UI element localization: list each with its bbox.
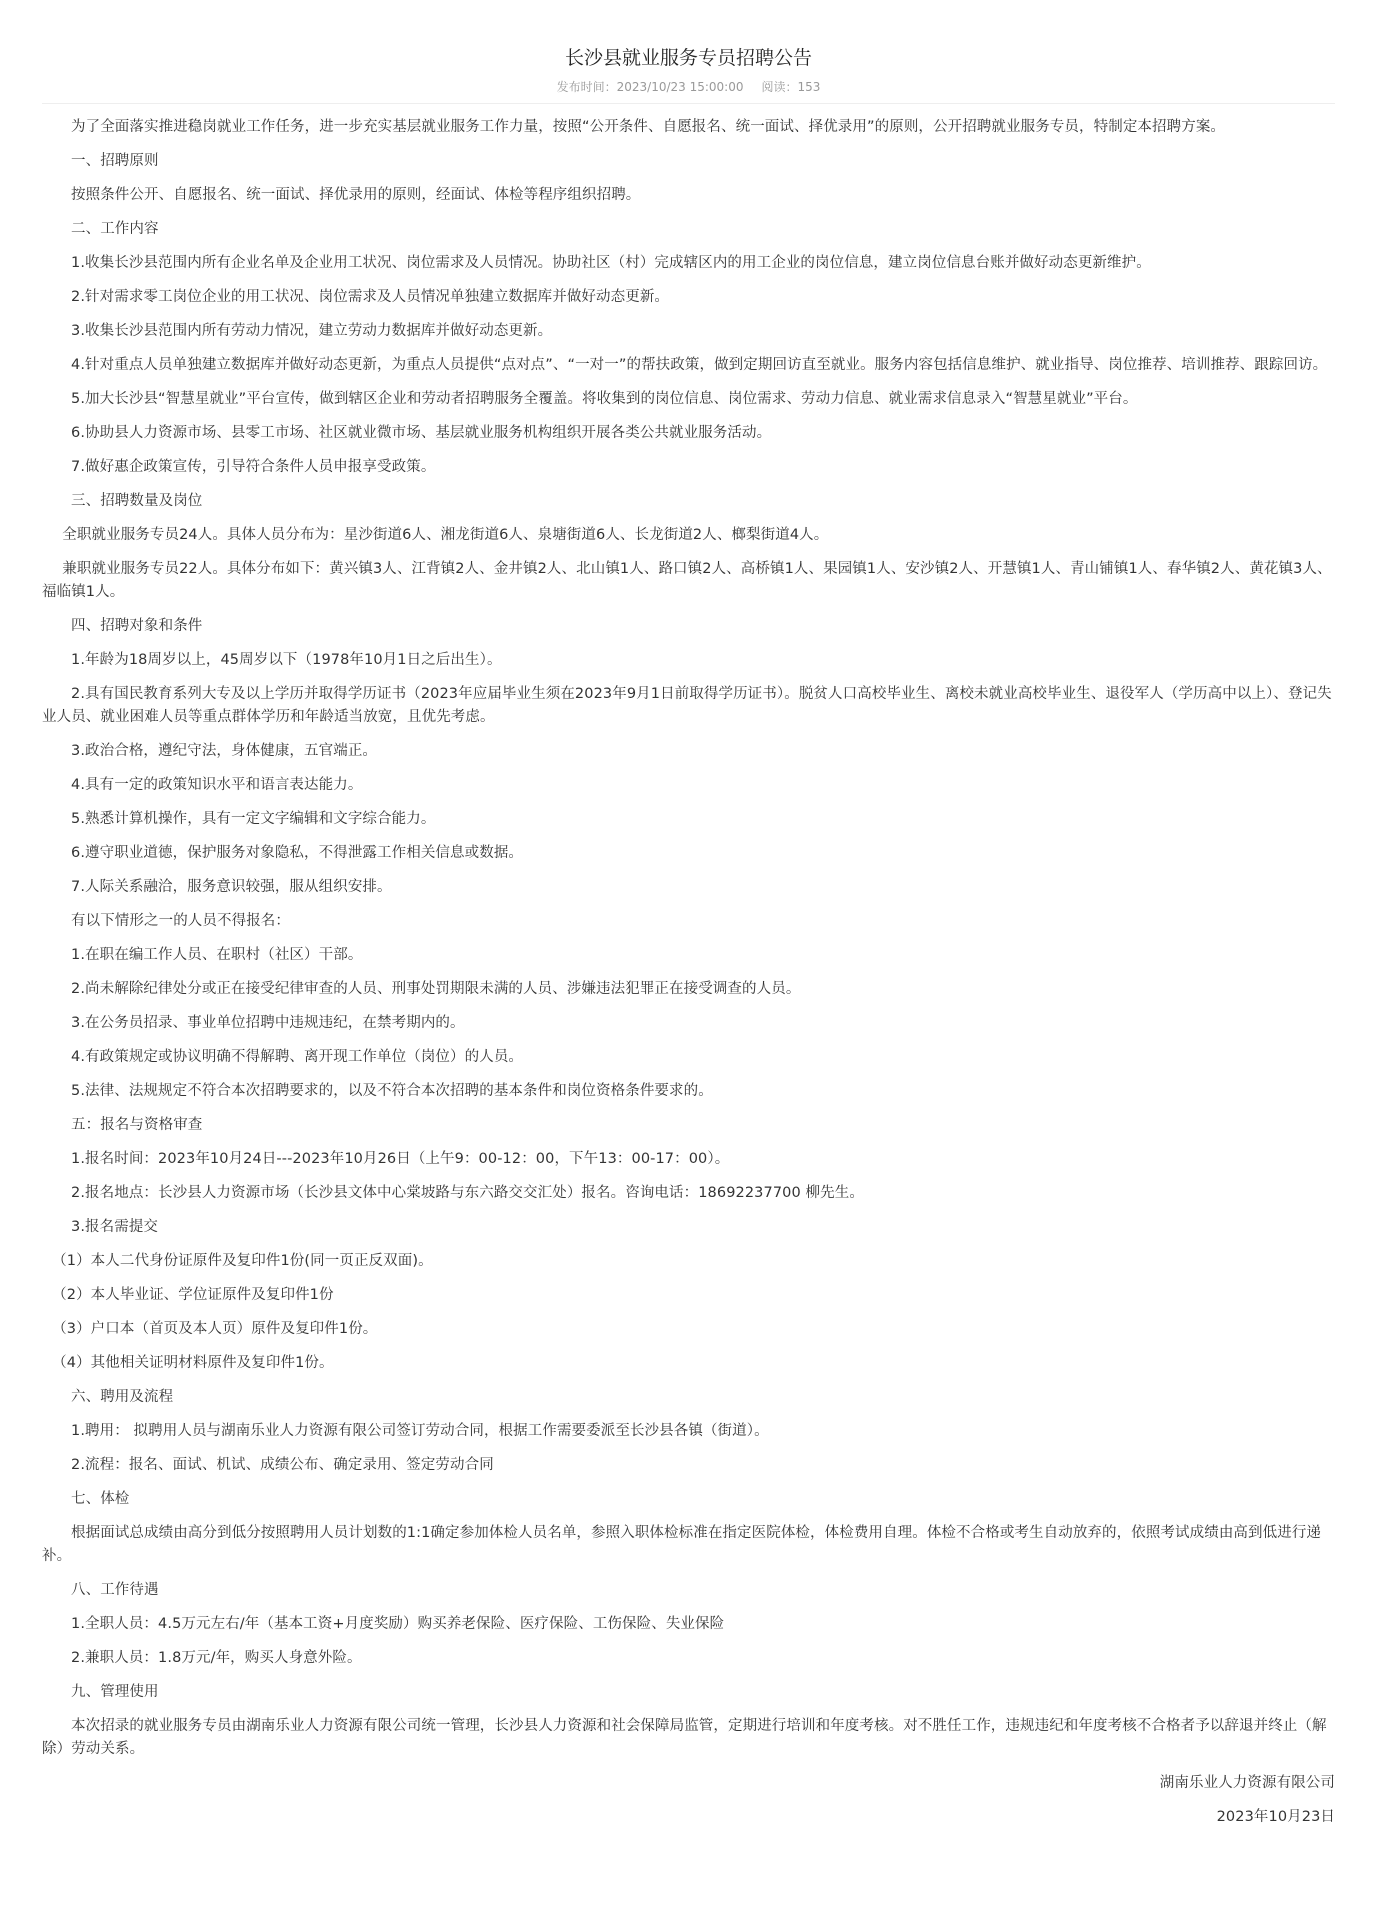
paragraph: 1.收集长沙县范围内所有企业名单及企业用工状况、岗位需求及人员情况。协助社区（村）完成辖区内的用工企业的岗位信息，建立岗位信息台账并做好动态更新维护。 xyxy=(71,255,1151,271)
paragraph: 5.加大长沙县“智慧星就业”平台宣传，做到辖区企业和劳动者招聘服务全覆盖。将收集到的岗位信息、岗位需求、劳动力信息、就业需求信息录入“智慧星就业”平台。 xyxy=(71,391,1138,407)
signature-date: 2023年10月23日 xyxy=(1216,1809,1335,1825)
view-count: 阅读：153 xyxy=(761,80,821,94)
paragraph: 2.尚未解除纪律处分或正在接受纪律审查的人员、刑事处罚期限未满的人员、涉嫌违法犯罪正在接受调查的人员。 xyxy=(71,981,801,997)
paragraph: 6.协助县人力资源市场、县零工市场、社区就业微市场、基层就业服务机构组织开展各类公共就业服务活动。 xyxy=(71,425,772,441)
section-heading: 三、招聘数量及岗位 xyxy=(71,493,203,509)
publish-time: 发布时间：2023/10/23 15:00:00 xyxy=(556,80,744,94)
section-heading: 七、体检 xyxy=(71,1491,130,1507)
section-heading: 九、管理使用 xyxy=(71,1684,159,1700)
paragraph: 3.政治合格，遵纪守法，身体健康，五官端正。 xyxy=(71,743,378,759)
paragraph: 1.全职人员：4.5万元左右/年（基本工资+月度奖励）购买养老保险、医疗保险、工伤保险、失业保险 xyxy=(71,1616,725,1632)
paragraph: 全职就业服务专员24人。具体人员分布为：星沙街道6人、湘龙街道6人、泉塘街道6人、长龙街道2人、榔梨街道4人。 xyxy=(62,527,829,543)
section-heading: 六、聘用及流程 xyxy=(71,1389,174,1405)
paragraph: 4.有政策规定或协议明确不得解聘、离开现工作单位（岗位）的人员。 xyxy=(71,1049,524,1065)
paragraph: 2.针对需求零工岗位企业的用工状况、岗位需求及人员情况单独建立数据库并做好动态更新。 xyxy=(71,289,670,305)
section-heading: 八、工作待遇 xyxy=(71,1582,159,1598)
paragraph: 3.报名需提交 xyxy=(71,1219,159,1235)
paragraph: 1.报名时间：2023年10月24日---2023年10月26日（上午9：00-12：00，下午13：00-17：00）。 xyxy=(71,1151,730,1167)
signature-company: 湖南乐业人力资源有限公司 xyxy=(1159,1775,1335,1791)
paragraph: 2.流程：报名、面试、机试、成绩公布、确定录用、签定劳动合同 xyxy=(71,1457,494,1473)
paragraph: 4.针对重点人员单独建立数据库并做好动态更新，为重点人员提供“点对点”、“一对一”的帮扶政策，做到定期回访直至就业。服务内容包括信息维护、就业指导、岗位推荐、培训推荐、跟踪回访。 xyxy=(71,357,1328,373)
list-item: （2）本人毕业证、学位证原件及复印件1份 xyxy=(52,1287,334,1303)
paragraph: 按照条件公开、自愿报名、统一面试、择优录用的原则，经面试、体检等程序组织招聘。 xyxy=(71,187,641,203)
section-heading: 四、招聘对象和条件 xyxy=(71,618,203,634)
section-heading: 二、工作内容 xyxy=(71,221,159,237)
article-meta xyxy=(42,79,1335,95)
paragraph: 2.具有国民教育系列大专及以上学历并取得学历证书（2023年应届毕业生须在2023年9月1日前取得学历证书）。脱贫人口高校毕业生、离校未就业高校毕业生、退役军人（学历高中以上）、登记失业人员、就业困难人员等重点群体学历和年龄适当放宽，且优先考虑。 xyxy=(42,686,1332,725)
section-heading: 五：报名与资格审查 xyxy=(71,1117,203,1133)
paragraph: 3.在公务员招录、事业单位招聘中违规违纪，在禁考期内的。 xyxy=(71,1015,465,1031)
paragraph: 5.法律、法规规定不符合本次招聘要求的，以及不符合本次招聘的基本条件和岗位资格条件要求的。 xyxy=(71,1083,713,1099)
paragraph: 有以下情形之一的人员不得报名： xyxy=(71,913,290,929)
paragraph: 1.聘用： 拟聘用人员与湖南乐业人力资源有限公司签订劳动合同，根据工作需要委派至长沙县各镇（街道）。 xyxy=(71,1423,769,1439)
paragraph: 兼职就业服务专员22人。具体分布如下：黄兴镇3人、江背镇2人、金井镇2人、北山镇1人、路口镇2人、高桥镇1人、果园镇1人、安沙镇2人、开慧镇1人、青山铺镇1人、春华镇2人、黄花镇3人、福临镇1人。 xyxy=(42,561,1332,600)
paragraph: 7.做好惠企政策宣传，引导符合条件人员申报享受政策。 xyxy=(71,459,436,475)
paragraph: 2.兼职人员：1.8万元/年，购买人身意外险。 xyxy=(71,1650,362,1666)
section-heading: 一、招聘原则 xyxy=(71,153,159,169)
list-item: （1）本人二代身份证原件及复印件1份(同一页正反双面)。 xyxy=(52,1253,433,1269)
paragraph: 根据面试总成绩由高分到低分按照聘用人员计划数的1:1确定参加体检人员名单，参照入职体检标准在指定医院体检，体检费用自理。体检不合格或考生自动放弃的，依照考试成绩由高到低进行递补。 xyxy=(42,1525,1322,1564)
paragraph: 1.在职在编工作人员、在职村（社区）干部。 xyxy=(71,947,363,963)
paragraph: 4.具有一定的政策知识水平和语言表达能力。 xyxy=(71,777,363,793)
page-title: 长沙县就业服务专员招聘公告 xyxy=(564,47,812,69)
paragraph: 7.人际关系融洽，服务意识较强，服从组织安排。 xyxy=(71,879,392,895)
paragraph: 5.熟悉计算机操作，具有一定文字编辑和文字综合能力。 xyxy=(71,811,436,827)
paragraph: 6.遵守职业道德，保护服务对象隐私，不得泄露工作相关信息或数据。 xyxy=(71,845,524,861)
list-item: （4）其他相关证明材料原件及复印件1份。 xyxy=(52,1355,334,1371)
list-item: （3）户口本（首页及本人页）原件及复印件1份。 xyxy=(52,1321,378,1337)
title-divider xyxy=(42,103,1335,104)
article-body xyxy=(42,116,1335,1829)
intro-paragraph: 为了全面落实推进稳岗就业工作任务，进一步充实基层就业服务工作力量，按照“公开条件、自愿报名、统一面试、择优录用”的原则，公开招聘就业服务专员，特制定本招聘方案。 xyxy=(71,119,1226,135)
paragraph: 3.收集长沙县范围内所有劳动力情况，建立劳动力数据库并做好动态更新。 xyxy=(71,323,553,339)
paragraph: 本次招录的就业服务专员由湖南乐业人力资源有限公司统一管理，长沙县人力资源和社会保障局监管，定期进行培训和年度考核。对不胜任工作，违规违纪和年度考核不合格者予以辞退并终止（解除）劳动关系。 xyxy=(42,1718,1327,1757)
paragraph: 1.年龄为18周岁以上，45周岁以下（1978年10月1日之后出生）。 xyxy=(71,652,502,668)
paragraph: 2.报名地点：长沙县人力资源市场（长沙县文体中心棠坡路与东六路交交汇处）报名。咨询电话：18692237700 柳先生。 xyxy=(71,1185,864,1201)
